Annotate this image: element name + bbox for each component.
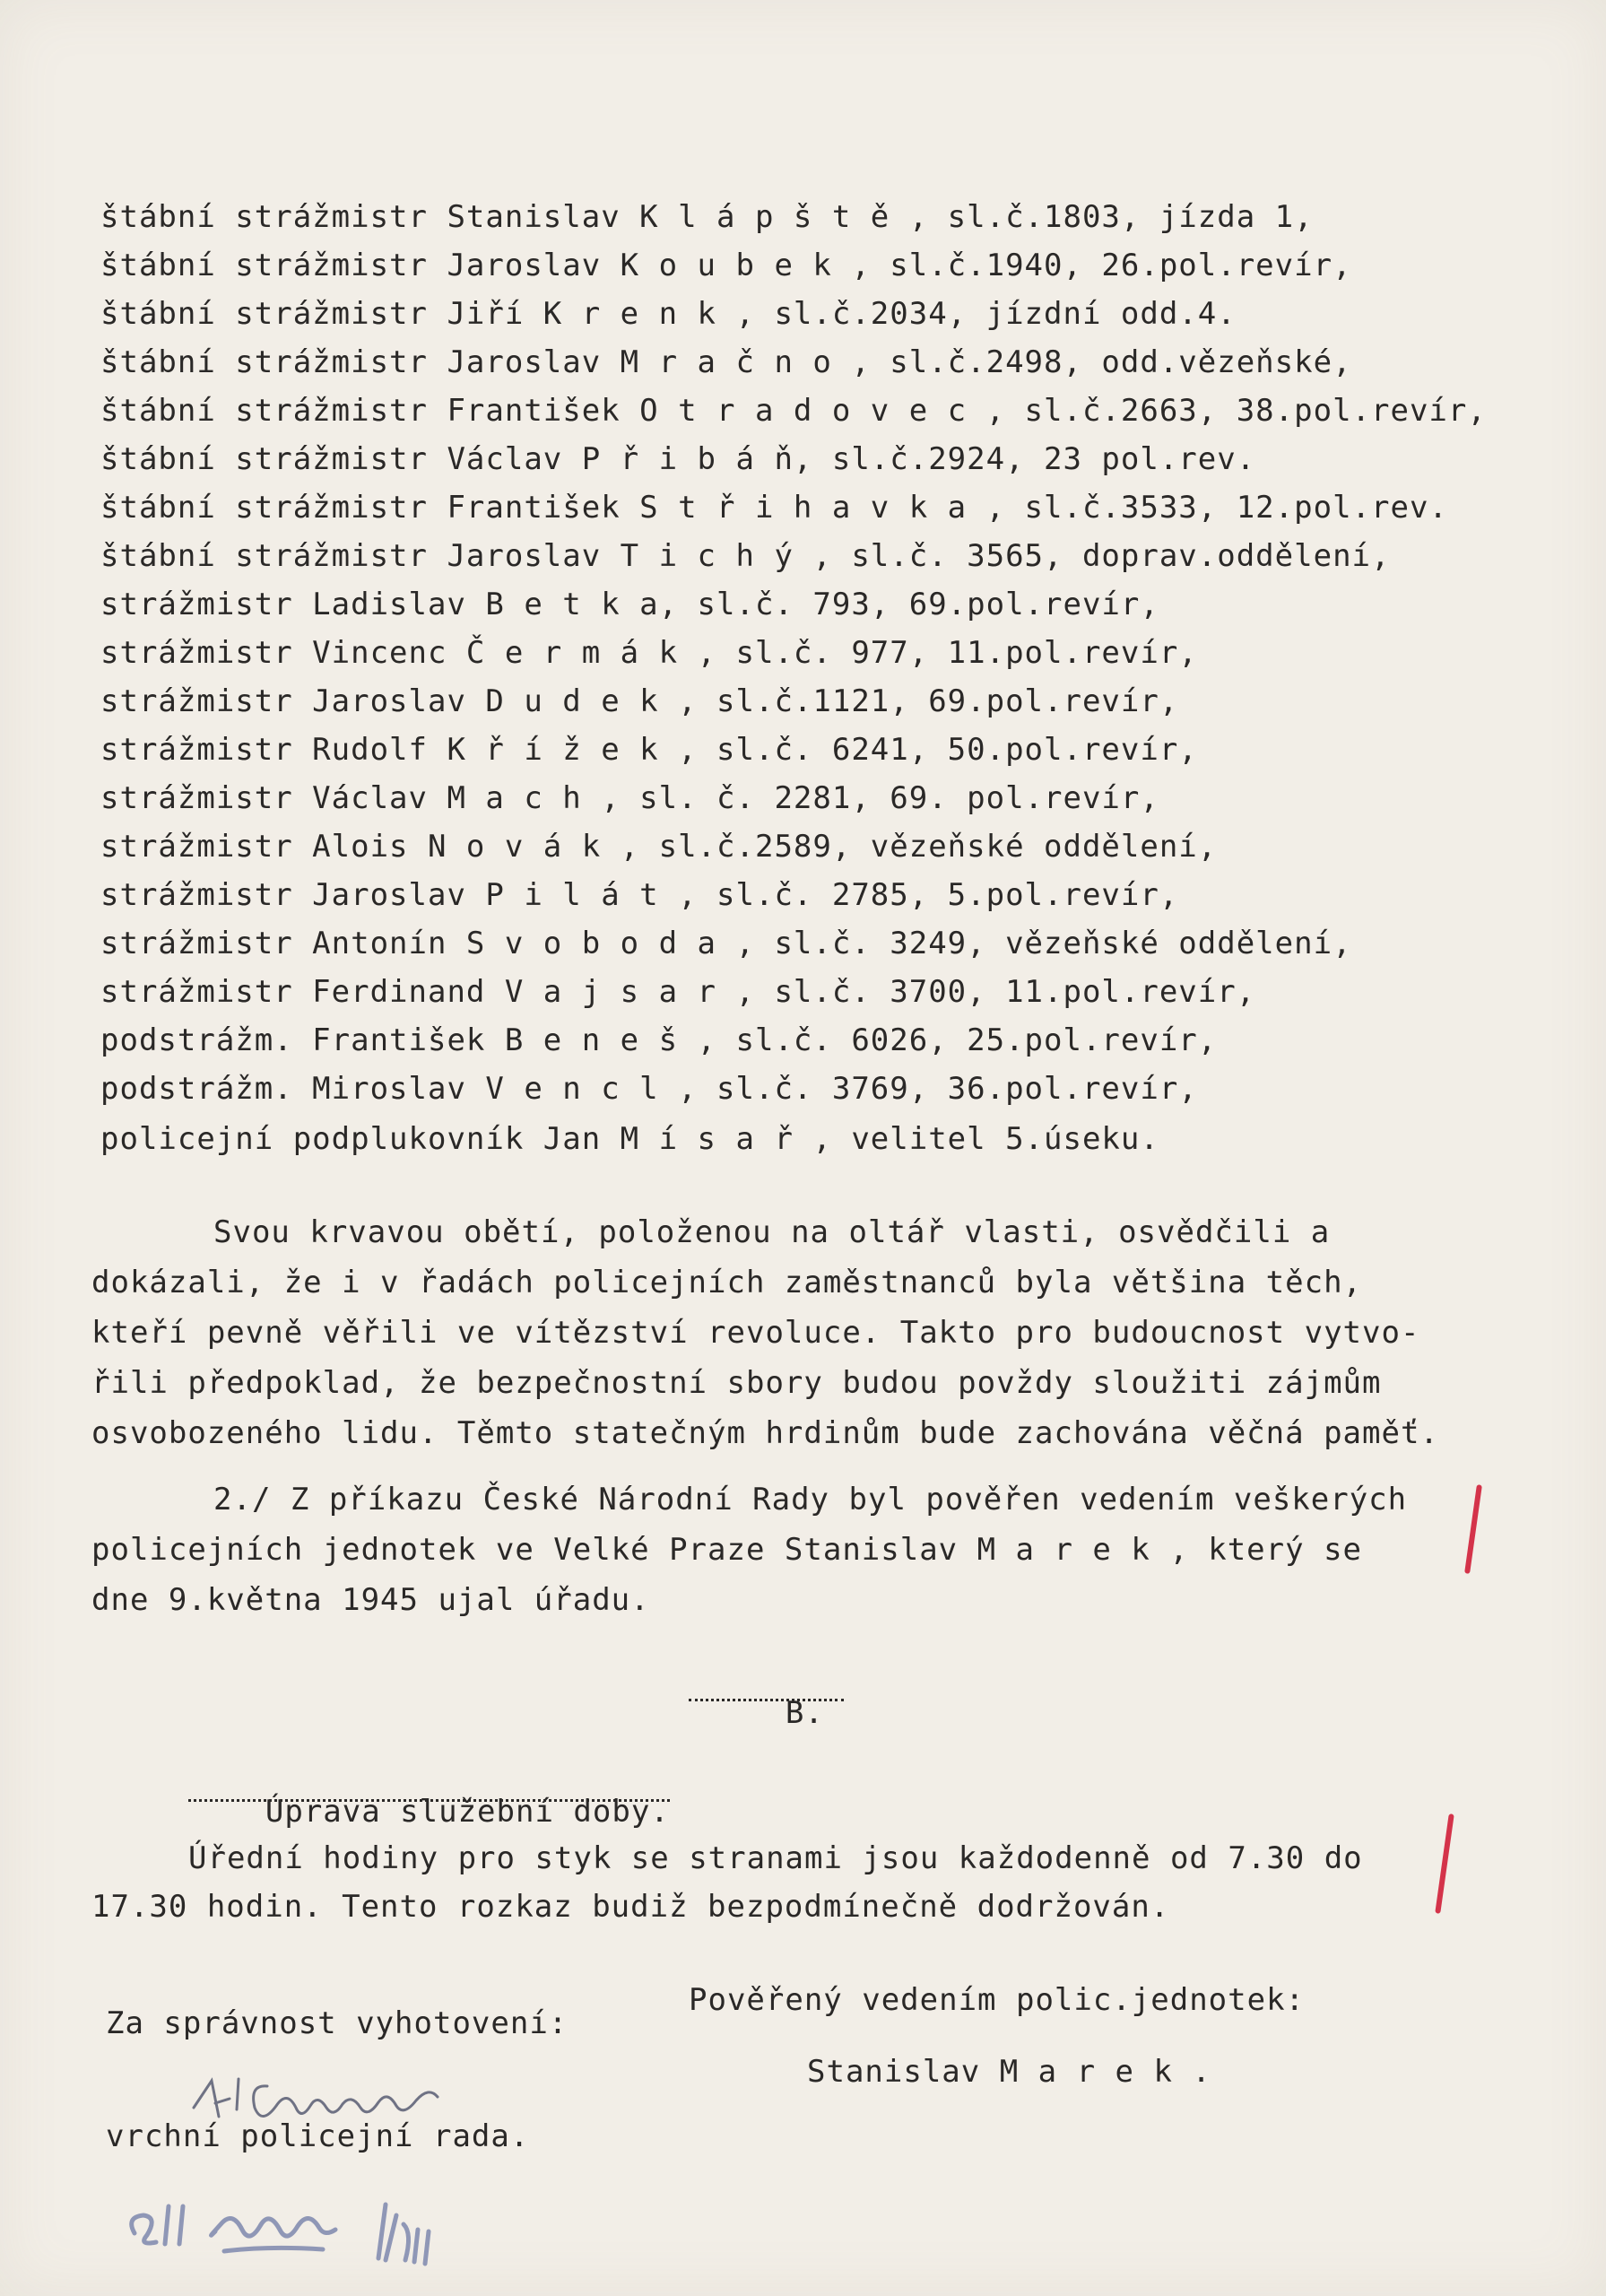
casualty-line: strážmistr Václav M a c h , sl. č. 2281, 69. pol.revír, bbox=[100, 780, 1159, 816]
casualty-line: strážmistr Rudolf K ř í ž e k , sl.č. 6241, 50.pol.revír, bbox=[100, 732, 1198, 768]
paragraph-line-text: Úřední hodiny pro styk se stranami jsou každodenně od 7.30 do bbox=[188, 1840, 1363, 1876]
casualty-line: podstrážm. Miroslav V e n c l , sl.č. 3769, 36.pol.revír, bbox=[100, 1071, 1198, 1107]
casualty-line: štábní strážmistr Jaroslav T i c h ý , sl.č. 3565, doprav.oddělení, bbox=[100, 538, 1391, 574]
casualty-line: strážmistr Alois N o v á k , sl.č.2589, vězeňské oddělení, bbox=[100, 829, 1218, 865]
casualty-line: štábní strážmistr Jiří K r e n k , sl.č.2034, jízdní odd.4. bbox=[100, 296, 1237, 332]
casualty-line: štábní strážmistr Václav P ř i b á ň, sl.č.2924, 23 pol.rev. bbox=[100, 441, 1256, 477]
casualty-line: strážmistr Ferdinand V a j s a r , sl.č. 3700, 11.pol.revír, bbox=[100, 974, 1256, 1010]
signatory-caption: Pověřený vedením polic.jednotek: bbox=[689, 1982, 1306, 2018]
red-pencil-mark bbox=[1464, 1484, 1482, 1574]
casualty-line: strážmistr Jaroslav D u d e k , sl.č.1121, 69.pol.revír, bbox=[100, 683, 1179, 719]
verification-caption: Za správnost vyhotovení: bbox=[106, 2005, 569, 2041]
paragraph-line: policejních jednotek ve Velké Praze Stanislav M a r e k , který se bbox=[91, 1532, 1363, 1568]
casualty-line: štábní strážmistr Jaroslav K o u b e k , sl.č.1940, 26.pol.revír, bbox=[100, 248, 1352, 283]
casualty-line: štábní strážmistr Jaroslav M r a č n o , sl.č.2498, odd.vězeňské, bbox=[100, 344, 1352, 380]
section-underline bbox=[689, 1699, 844, 1701]
paragraph-line: kteří pevně věřili ve vítězství revoluce. Takto pro budoucnost vytvo- bbox=[91, 1315, 1420, 1351]
signatory-name: Stanislav M a r e k . bbox=[807, 2054, 1211, 2090]
section-heading bbox=[188, 1758, 670, 1901]
paragraph-line bbox=[188, 1840, 1363, 1876]
casualty-line: strážmistr Vincenc Č e r m á k , sl.č. 977, 11.pol.revír, bbox=[100, 635, 1198, 671]
paragraph-line: osvobozeného lidu. Těmto statečným hrdinům bude zachována věčná paměť. bbox=[91, 1415, 1439, 1451]
paragraph-line: řili předpoklad, že bezpečnostní sbory budou povždy sloužiti zájmům bbox=[91, 1365, 1382, 1401]
signatory-title: vrchní policejní rada. bbox=[106, 2118, 530, 2154]
casualty-line: strážmistr Antonín S v o b o d a , sl.č. 3249, vězeňské oddělení, bbox=[100, 926, 1352, 961]
red-pencil-mark bbox=[1435, 1813, 1454, 1914]
section-label bbox=[708, 1659, 824, 1803]
heading-underline bbox=[188, 1799, 670, 1802]
paragraph-line: dne 9.května 1945 ujal úřadu. bbox=[91, 1582, 650, 1618]
casualty-line: štábní strážmistr František O t r a d o v e c , sl.č.2663, 38.pol.revír, bbox=[100, 393, 1487, 429]
paragraph-line: 2./ Z příkazu České Národní Rady byl pověřen vedením veškerých bbox=[213, 1482, 1408, 1518]
paragraph-line: dokázali, že i v řadách policejních zaměstnanců byla většina těch, bbox=[91, 1265, 1363, 1300]
casualty-line: štábní strážmistr Stanislav K l á p š t ě , sl.č.1803, jízda 1, bbox=[100, 199, 1314, 235]
casualty-line: policejní podplukovník Jan M í s a ř , velitel 5.úseku. bbox=[100, 1121, 1159, 1157]
casualty-line: podstrážm. František B e n e š , sl.č. 6026, 25.pol.revír, bbox=[100, 1022, 1218, 1058]
paragraph-line: 17.30 hodin. Tento rozkaz budiž bezpodmínečně dodržován. bbox=[91, 1889, 1170, 1925]
heading-text: Úprava služební doby. bbox=[265, 1794, 670, 1830]
section-label-text: B. bbox=[785, 1695, 824, 1731]
casualty-line: strážmistr Jaroslav P i l á t , sl.č. 2785, 5.pol.revír, bbox=[100, 877, 1179, 913]
handwritten-initials bbox=[117, 2179, 529, 2278]
casualty-line: strážmistr Ladislav B e t k a, sl.č. 793, 69.pol.revír, bbox=[100, 587, 1159, 622]
paragraph-line: Svou krvavou obětí, položenou na oltář vlasti, osvědčili a bbox=[213, 1214, 1331, 1250]
casualty-line: štábní strážmistr František S t ř i h a v k a , sl.č.3533, 12.pol.rev. bbox=[100, 490, 1448, 526]
